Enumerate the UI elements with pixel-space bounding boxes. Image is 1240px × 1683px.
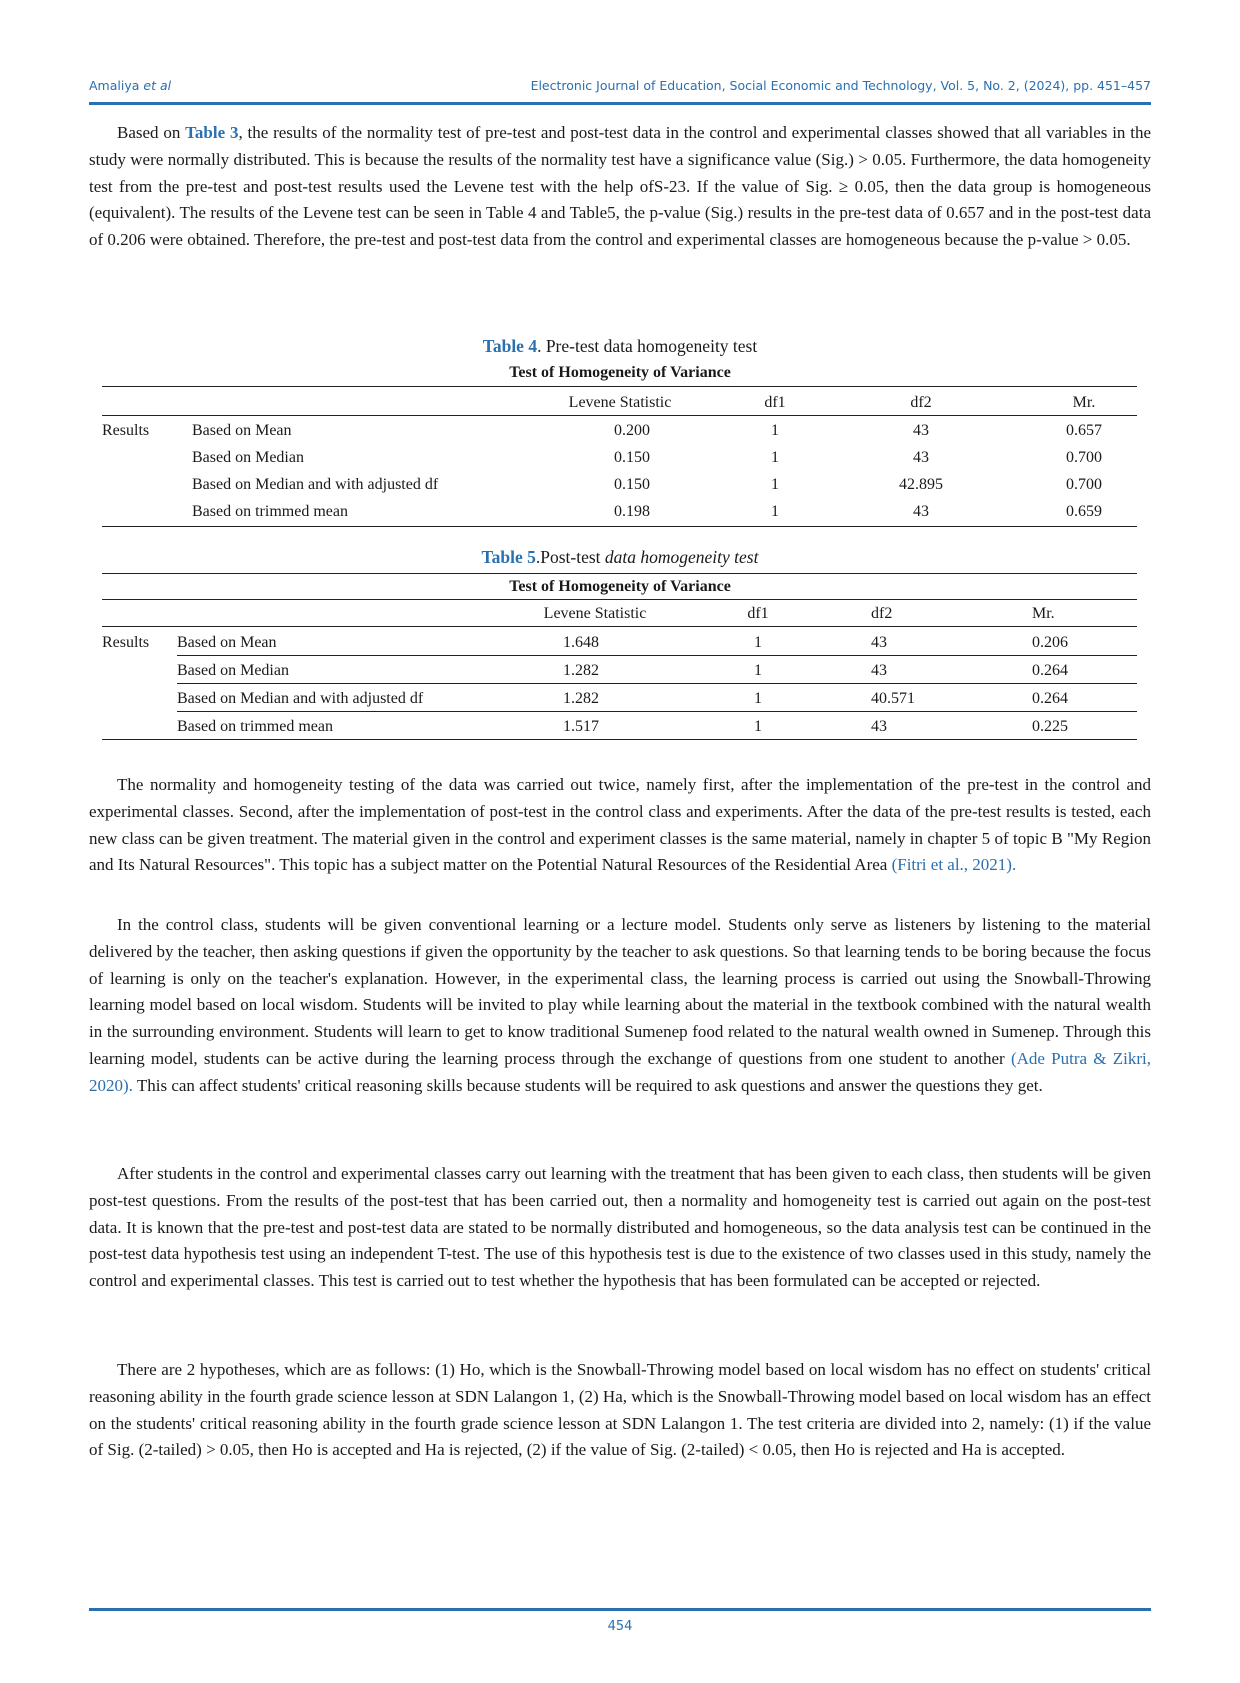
table4-col-df2: df2: [910, 394, 932, 411]
table5-row-rule: [177, 711, 1137, 712]
table5-row-df2: 43: [871, 634, 887, 651]
table4-row-sig: 0.700: [1066, 476, 1102, 493]
table4-row-levene: 0.198: [614, 503, 650, 520]
page-number: 454: [607, 1619, 633, 1634]
table5-row-rule: [177, 683, 1137, 684]
table4-row-levene: 0.200: [614, 422, 650, 439]
running-header: [89, 78, 1151, 100]
table4-col-sig: Mr.: [1072, 394, 1096, 411]
table4-top-rule: [102, 386, 1137, 387]
table5-row-sig: 0.264: [1032, 662, 1068, 679]
table5-row-rule: [177, 655, 1137, 656]
table5-row-name: Based on Median and with adjusted df: [177, 690, 424, 707]
table5-header-rule: [102, 626, 1137, 627]
table4-row-df1: 1: [771, 422, 779, 439]
paragraph-testing: The normality and homogeneity testing of the data was carried out twice, namely first, after the implementation of the pre-test in the control and experimental classes. Second, after the implementation of post-test in the control class and experiments. After the data of the pre-test results is tested, each new class can be given treatment. The material given in the control and experiment classes is the same material, namely in chapter 5 of topic B "My Region and Its Natural Resources". This topic has a subject matter on the Potential Natural Resources of the Residential Area (Fitri et al., 2021).: [89, 775, 1151, 875]
table4-row-name: Based on Median: [192, 449, 304, 466]
table4-row-name: Based on trimmed mean: [192, 503, 348, 520]
table4-row-levene: 0.150: [614, 476, 650, 493]
table5-row-sig: 0.206: [1032, 634, 1068, 651]
header-journal: Electronic Journal of Education, Social Economic and Technology, Vol. 5, No. 2, (2024), pp. 451–457: [530, 78, 1151, 93]
citation-link[interactable]: (Fitri et al., 2021).: [891, 855, 1017, 875]
table4-subtitle: Test of Homogeneity of Variance: [509, 364, 731, 381]
table5-row-levene: 1.282: [563, 690, 599, 707]
table5-col-df1: df1: [747, 605, 769, 622]
table4-row-df2: 43: [913, 503, 929, 520]
intro-paragraph: Based on Table 3, the results of the normality test of pre-test and post-test data in the control and experimental classes showed that all variables in the study were normally distributed. This is because the results of the normality test have a significance value (Sig.) > 0.05. Furthermore, the data homogeneity test from the pre-test and post-test results used the Levene test with the help ofS-23. If the value of Sig. ≥ 0.05, then the data group is homogeneous (equivalent). The results of the Levene test can be seen in Table 4 and Table5, the p-value (Sig.) results in the pre-test data of 0.657 and in the post-test data of 0.206 were obtained. Therefore, the pre-test and post-test data from the control and experimental classes are homogeneous because the p-value > 0.05.: [89, 123, 1151, 250]
table5-row-sig: 0.264: [1032, 690, 1068, 707]
table4-row-df2: 43: [913, 422, 929, 439]
table4-col-df1: df1: [764, 394, 786, 411]
table4-row-sig: 0.700: [1066, 449, 1102, 466]
table5-row-df1: 1: [754, 718, 762, 735]
table5-subtitle: Test of Homogeneity of Variance: [509, 578, 731, 595]
table4-row-name: Based on Mean: [192, 422, 292, 439]
table5-row-df1: 1: [754, 634, 762, 651]
header-authors: Amaliya et al: [89, 78, 172, 93]
table5-group-label: Results: [102, 634, 150, 651]
table4-group-label: Results: [102, 422, 150, 439]
table5-col-sig: Mr.: [1032, 605, 1055, 622]
table4-row-df2: 43: [913, 449, 929, 466]
table4-row-sig: 0.659: [1066, 503, 1102, 520]
table4-row-levene: 0.150: [614, 449, 650, 466]
table4-header-rule: [102, 415, 1137, 416]
table5-row-levene: 1.282: [563, 662, 599, 679]
table5-row-df2: 43: [871, 718, 887, 735]
table5-subtitle-rule: [102, 599, 1137, 600]
table5-row-levene: 1.648: [563, 634, 599, 651]
table5-row-df2: 43: [871, 662, 887, 679]
paragraph-hypotheses: There are 2 hypotheses, which are as follows: (1) Ho, which is the Snowball-Throwing model based on local wisdom has no effect on students' critical reasoning ability in the fourth grade science lesson at SDN Lalangon 1, (2) Ha, which is the Snowball-Throwing model based on local wisdom has an effect on the students' critical reasoning ability in the fourth grade science lesson at SDN Lalangon 1. The test criteria are divided into 2, namely: (1) if the value of Sig. (2-tailed) > 0.05, then Ho is accepted and Ha is rejected, (2) if the value of Sig. (2-tailed) < 0.05, then Ho is rejected and Ha is accepted.: [89, 1360, 1151, 1460]
table5-row-sig: 0.225: [1032, 718, 1068, 735]
table4-row-df1: 1: [771, 449, 779, 466]
table4-row-df2: 42.895: [899, 476, 943, 493]
table5-row-df1: 1: [754, 662, 762, 679]
table5-top-rule: [102, 573, 1137, 574]
table5-row-df2: 40.571: [871, 690, 915, 707]
table5-row-df1: 1: [754, 690, 762, 707]
table5-caption: Table 5.Post-test data homogeneity test: [481, 547, 759, 567]
header-rule: [89, 102, 1151, 105]
table5-col-levene: Levene Statistic: [543, 605, 647, 622]
table5-row-name: Based on Median: [177, 662, 289, 679]
footer-rule: [89, 1608, 1151, 1611]
table4-col-levene: Levene Statistic: [568, 394, 672, 411]
table4-row-name: Based on Median and with adjusted df: [192, 476, 439, 493]
table4-bottom-rule: [102, 526, 1137, 527]
paragraph-posttest: After students in the control and experimental classes carry out learning with the treatment that has been given to each class, then students will be given post-test questions. From the results of the post-test that has been carried out, then a normality and homogeneity test is carried out again on the post-test data. It is known that the pre-test and post-test data are stated to be normally distributed and homogeneous, so the data analysis test can be continued in the post-test data hypothesis test using an independent T-test. The use of this hypothesis test is due to the existence of two classes used in this study, namely the control and experimental classes. This test is carried out to test whether the hypothesis that has been formulated can be accepted or rejected.: [89, 1164, 1151, 1291]
table5-row-name: Based on trimmed mean: [177, 718, 333, 735]
table5-col-df2: df2: [871, 605, 893, 622]
paragraph-control-class: In the control class, students will be given conventional learning or a lecture model. Students only serve as listeners by listening to the material delivered by the teacher, then asking questions if given the opportunity by the teacher to ask questions. So that learning tends to be boring because the focus of learning is only on the teacher's explanation. However, in the experimental class, the learning process is carried out using the Snowball-Throwing learning model based on local wisdom. Students will be invited to play while learning about the material in the textbook combined with the natural wealth in the surrounding environment. Students will learn to get to know traditional Sumenep food related to the natural wealth owned in Sumenep. Through this learning model, students can be active during the learning process through the exchange of questions from one student to another (Ade Putra & Zikri, 2020). This can affect students' critical reasoning skills because students will be required to ask questions and answer the questions they get.: [89, 915, 1151, 1095]
table5-bottom-rule: [102, 739, 1137, 740]
table4-row-df1: 1: [771, 503, 779, 520]
table5-row-levene: 1.517: [563, 718, 599, 735]
table4-row-sig: 0.657: [1066, 422, 1102, 439]
table3-link[interactable]: Table 3: [185, 123, 239, 142]
table4-row-df1: 1: [771, 476, 779, 493]
citation-link[interactable]: (Ade Putra & Zikri, 2020).: [89, 1048, 1151, 1095]
table5-row-name: Based on Mean: [177, 634, 277, 651]
table4-caption: Table 4. Pre-test data homogeneity test: [482, 336, 758, 356]
